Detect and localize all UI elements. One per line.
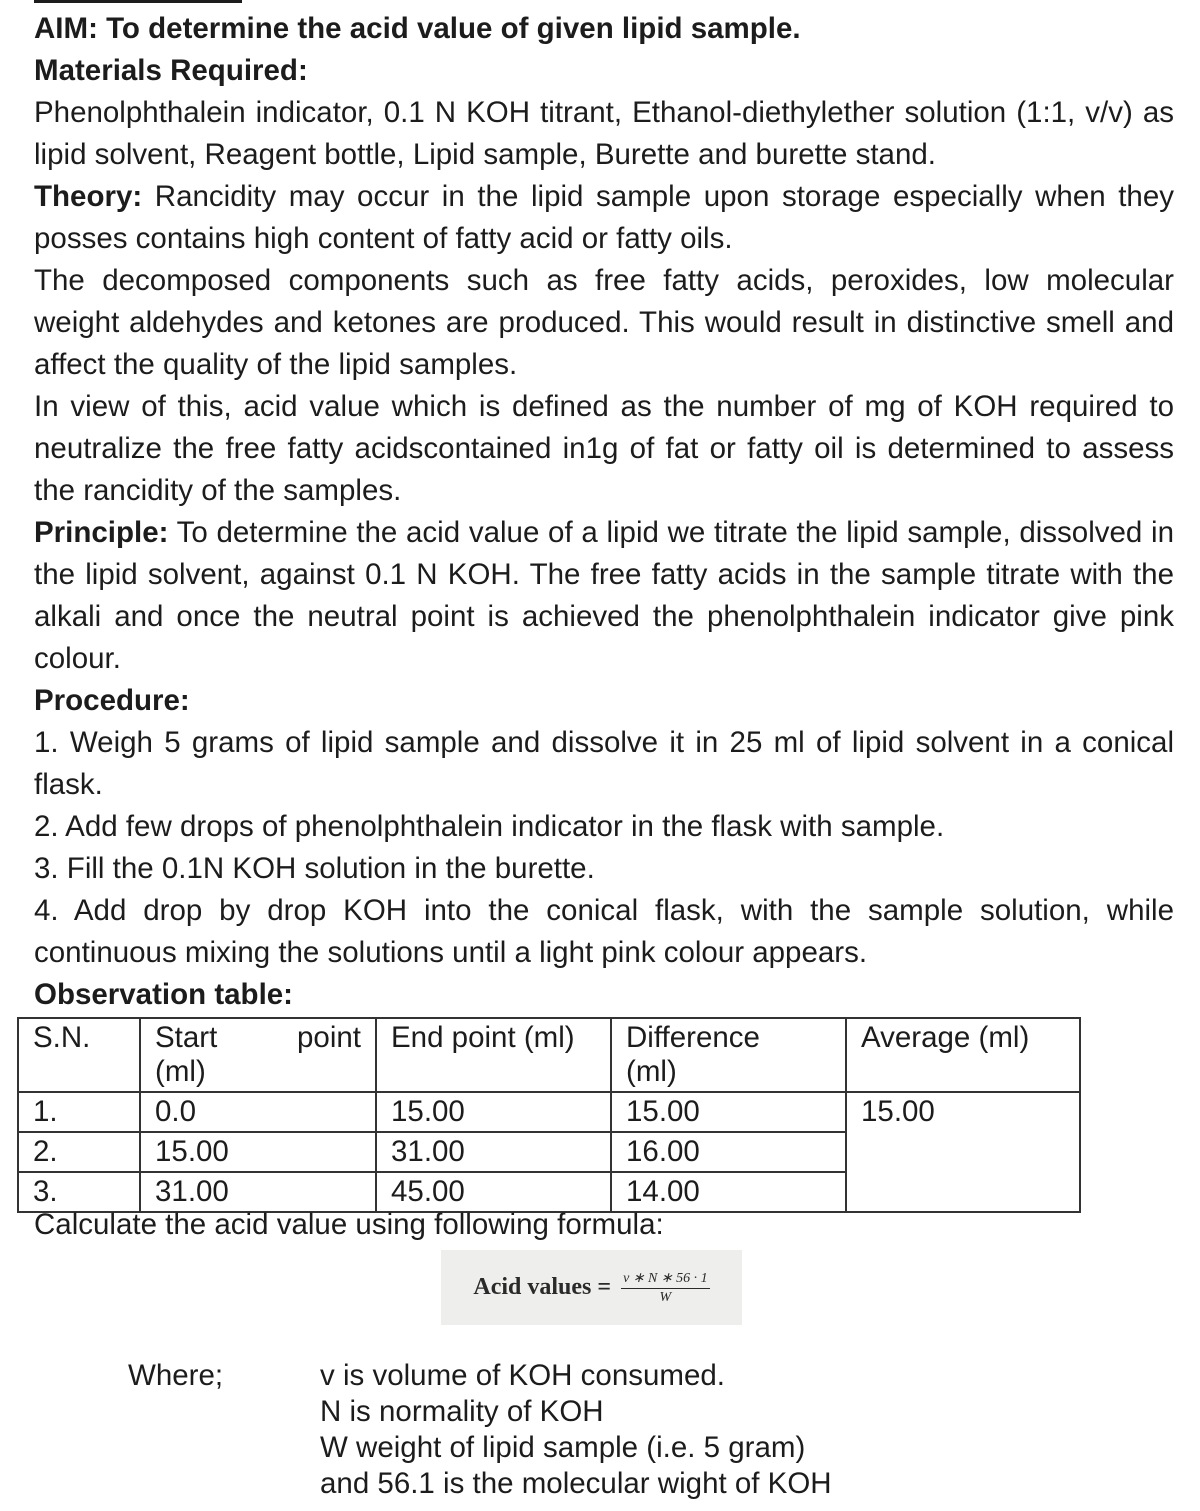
theory-text: Rancidity may occur in the lipid sample upon storage especially when they posses contains high content of fatty acid or fatty oils. bbox=[34, 180, 1174, 255]
materials-heading: Materials Required: bbox=[34, 54, 308, 87]
theory-paragraph-3: In view of this, acid value which is defined as the number of mg of KOH required to neutralize the free fatty acidscontained in1g of fat or fatty oil is determined to assess the rancidity of the samples. bbox=[34, 390, 1174, 507]
header-average: Average (ml) bbox=[846, 1018, 1080, 1092]
definition-molecular-weight: and 56.1 is the molecular wight of KOH bbox=[320, 1467, 832, 1500]
where-label: Where; bbox=[128, 1359, 224, 1392]
principle-paragraph bbox=[34, 512, 1174, 680]
observation-table bbox=[17, 1017, 1081, 1213]
theory-paragraph bbox=[34, 176, 1174, 260]
cell-start: 15.00 bbox=[140, 1132, 376, 1172]
observation-heading: Observation table: bbox=[34, 978, 294, 1011]
header-point-word: point bbox=[297, 1021, 361, 1054]
aim-heading: AIM: To determine the acid value of given lipid sample. bbox=[34, 12, 801, 45]
table-row bbox=[18, 1092, 1080, 1132]
theory-heading: Theory: bbox=[34, 180, 143, 213]
header-difference-unit: (ml) bbox=[626, 1055, 677, 1088]
formula-denominator: W bbox=[659, 1289, 672, 1305]
cell-average: 15.00 bbox=[846, 1092, 1080, 1212]
formula-lhs: Acid values = bbox=[473, 1274, 612, 1300]
header-difference bbox=[611, 1018, 846, 1092]
cell-sn: 3. bbox=[18, 1172, 140, 1212]
procedure-step-4: 4. Add drop by drop KOH into the conical flask, with the sample solution, while continuous mixing the solutions until a light pink colour appears. bbox=[34, 894, 1174, 969]
cell-start: 0.0 bbox=[140, 1092, 376, 1132]
acid-value-formula bbox=[441, 1250, 742, 1325]
cell-end: 15.00 bbox=[376, 1092, 611, 1132]
principle-text: To determine the acid value of a lipid we titrate the lipid sample, dissolved in the lipid solvent, against 0.1 N KOH. The free fatty acids in the sample titrate with the alkali and once the neutral point is achieved the phenolphthalein indicator give pink colour. bbox=[34, 516, 1174, 675]
procedure-step-2: 2. Add few drops of phenolphthalein indicator in the flask with sample. bbox=[34, 810, 945, 843]
cell-diff: 15.00 bbox=[611, 1092, 846, 1132]
definition-n: N is normality of KOH bbox=[320, 1395, 604, 1428]
cell-sn: 1. bbox=[18, 1092, 140, 1132]
procedure-heading: Procedure: bbox=[34, 684, 190, 717]
cell-end: 31.00 bbox=[376, 1132, 611, 1172]
header-start-word: Start bbox=[155, 1021, 218, 1054]
cell-start: 31.00 bbox=[140, 1172, 376, 1212]
header-start-unit: (ml) bbox=[155, 1055, 206, 1088]
table-header-row bbox=[18, 1018, 1080, 1092]
formula-fraction bbox=[621, 1270, 710, 1306]
procedure-step-3: 3. Fill the 0.1N KOH solution in the burette. bbox=[34, 852, 595, 885]
cell-diff: 14.00 bbox=[611, 1172, 846, 1212]
theory-paragraph-2: The decomposed components such as free fatty acids, peroxides, low molecular weight aldehydes and ketones are produced. This would result in distinctive smell and affect the quality of the lipid samples. bbox=[34, 264, 1174, 381]
cell-sn: 2. bbox=[18, 1132, 140, 1172]
header-start-point bbox=[140, 1018, 376, 1092]
document-body bbox=[34, 8, 1174, 1016]
principle-heading: Principle: bbox=[34, 516, 169, 549]
header-end-point: End point (ml) bbox=[376, 1018, 611, 1092]
calculate-instruction: Calculate the acid value using following formula: bbox=[34, 1208, 664, 1241]
definition-w: W weight of lipid sample (i.e. 5 gram) bbox=[320, 1431, 806, 1464]
cell-end: 45.00 bbox=[376, 1172, 611, 1212]
variable-definitions bbox=[320, 1358, 832, 1502]
procedure-step-1: 1. Weigh 5 grams of lipid sample and dissolve it in 25 ml of lipid solvent in a conical flask. bbox=[34, 726, 1174, 801]
materials-text: Phenolphthalein indicator, 0.1 N KOH titrant, Ethanol-diethylether solution (1:1, v/v) as lipid solvent, Reagent bottle, Lipid sample, Burette and burette stand. bbox=[34, 96, 1174, 171]
formula-numerator: v ∗ N ∗ 56 · 1 bbox=[621, 1270, 710, 1289]
top-rule bbox=[34, 0, 242, 3]
header-sn: S.N. bbox=[18, 1018, 140, 1092]
cell-diff: 16.00 bbox=[611, 1132, 846, 1172]
definition-v: v is volume of KOH consumed. bbox=[320, 1359, 725, 1392]
header-difference-word: Difference bbox=[626, 1021, 760, 1054]
